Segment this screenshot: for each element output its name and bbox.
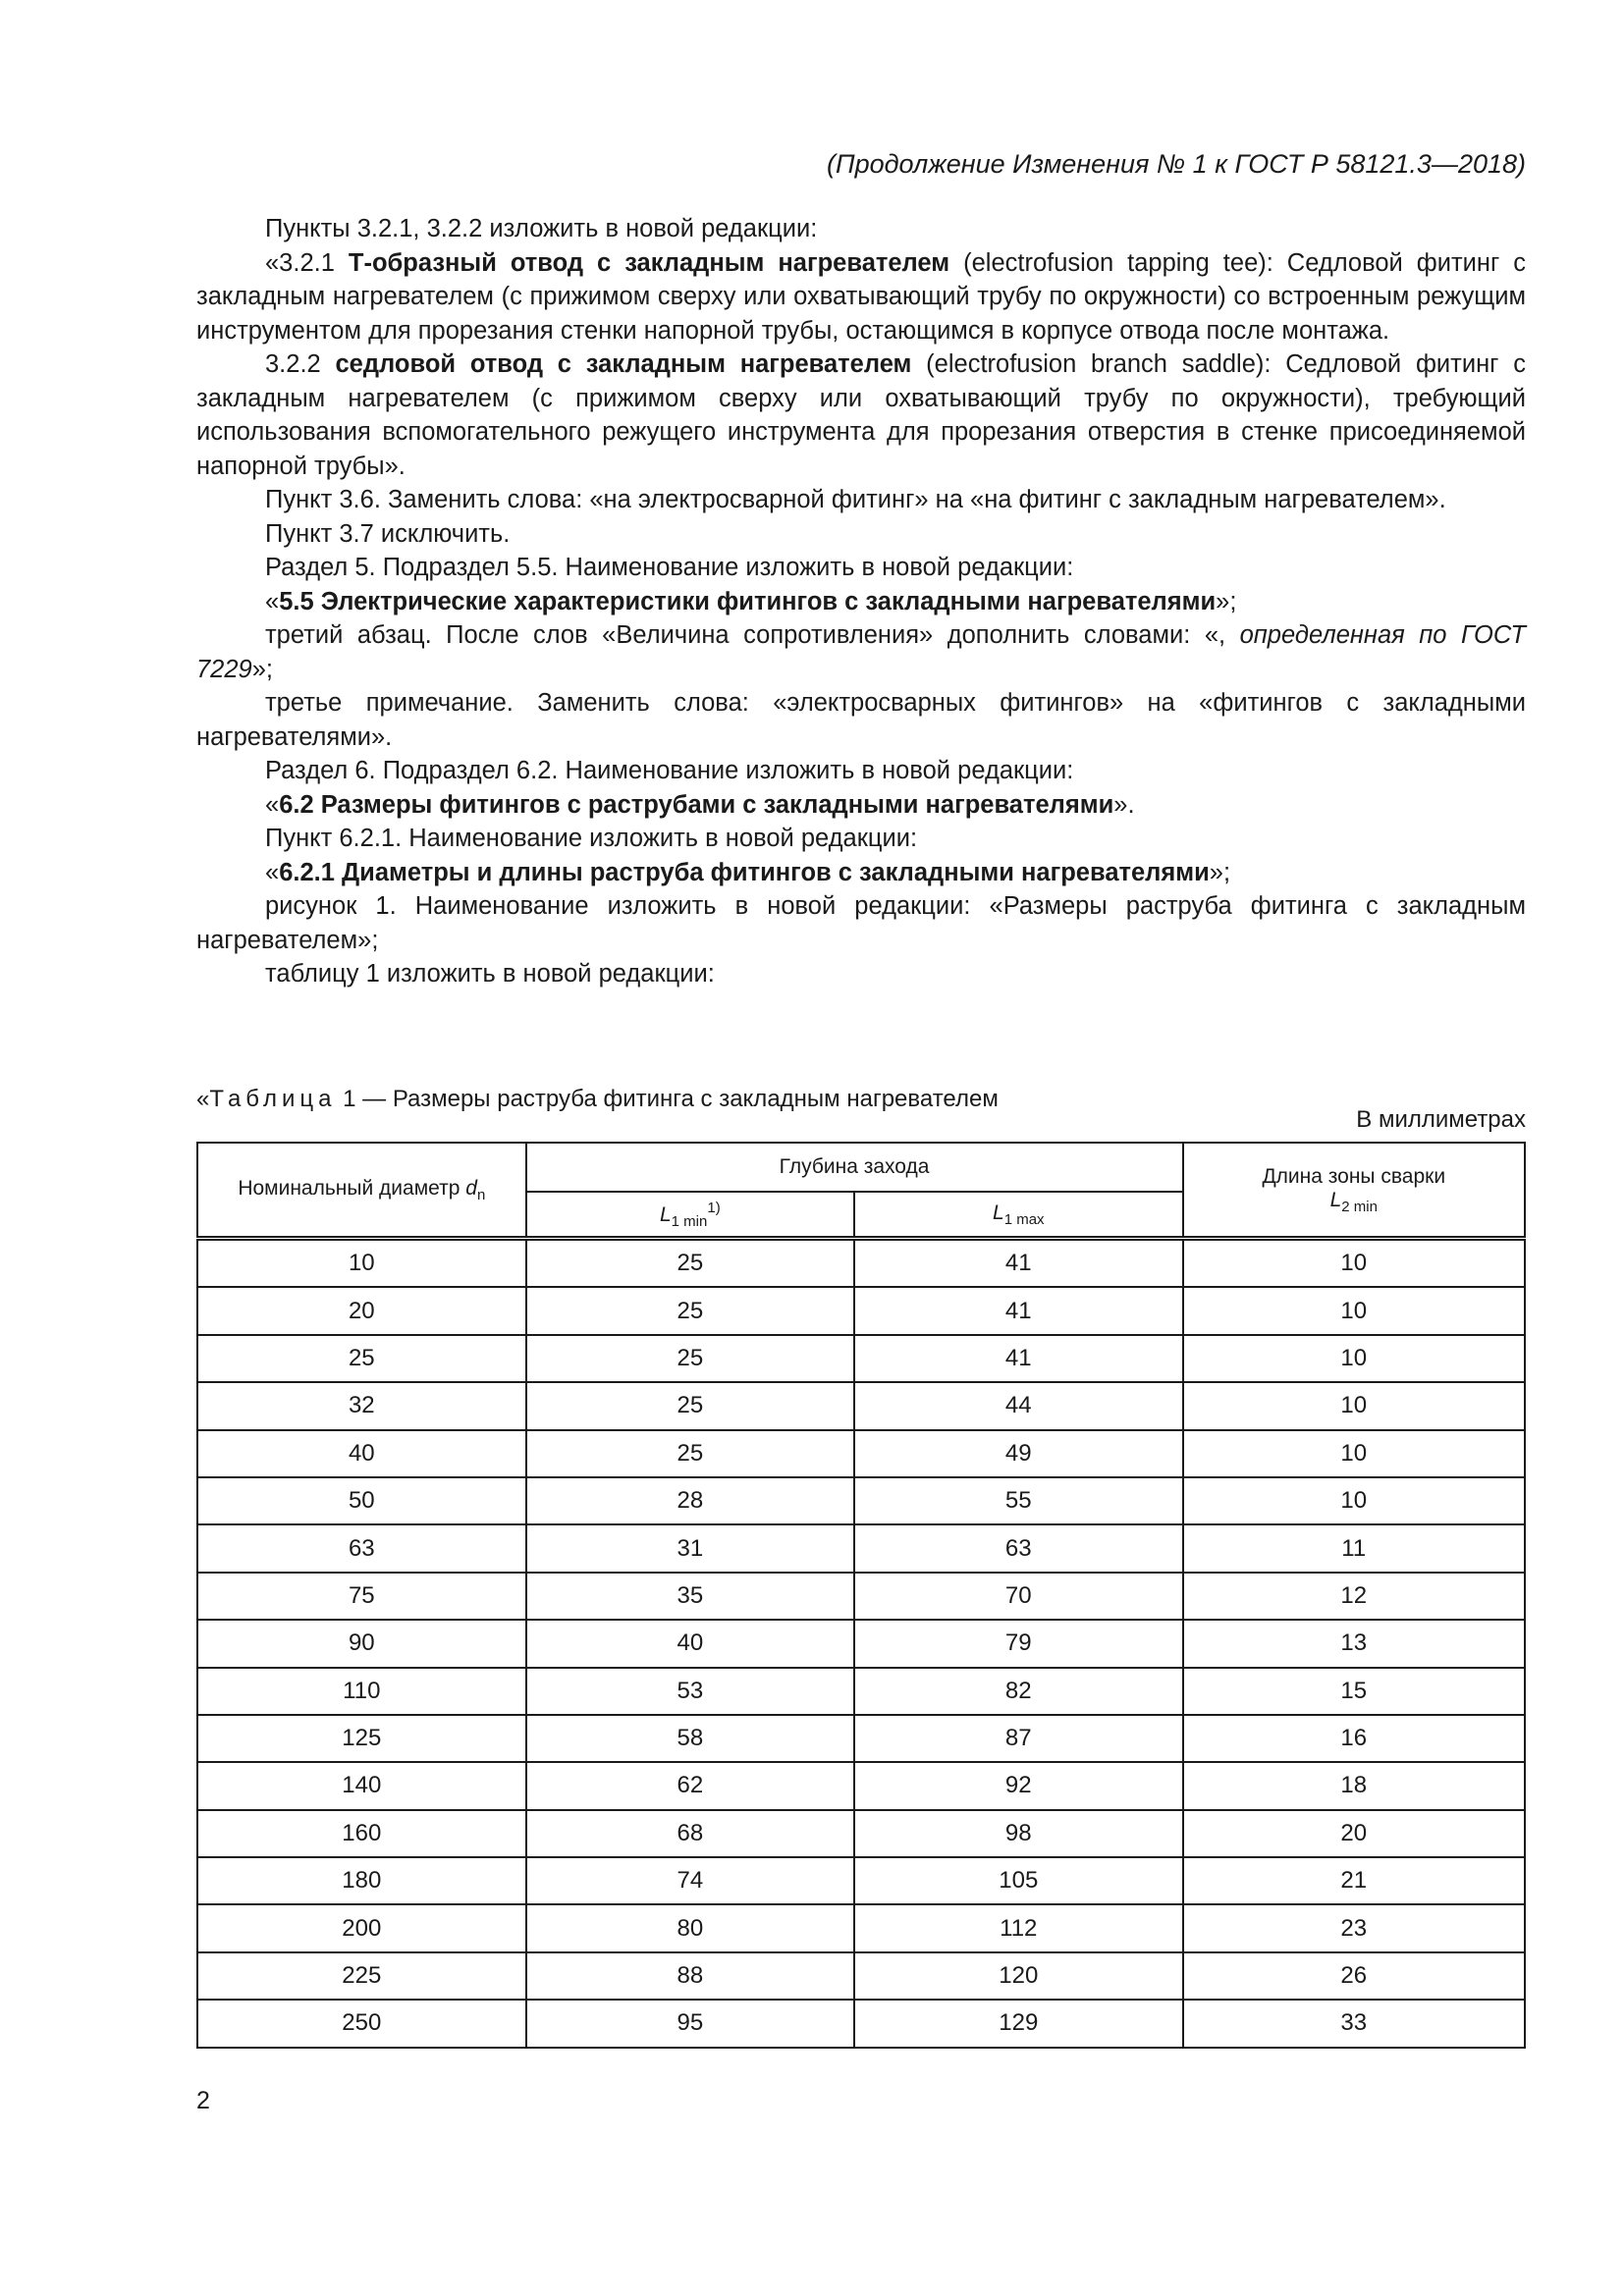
paragraph xyxy=(196,483,1526,517)
table-cell: 225 xyxy=(197,1952,526,2000)
table-cell: 10 xyxy=(1183,1335,1526,1382)
table-row xyxy=(197,1668,1525,1715)
paragraph-text: таблицу 1 изложить в новой редакции: xyxy=(265,960,715,988)
paragraph-text: «3.2.1 xyxy=(265,248,349,277)
table-cell: 50 xyxy=(197,1477,526,1524)
table-cell: 31 xyxy=(526,1524,854,1572)
table-row xyxy=(197,1715,1525,1762)
table-cell: 63 xyxy=(197,1524,526,1572)
paragraph-text: « xyxy=(265,858,280,886)
table-row xyxy=(197,1573,1525,1620)
table-row xyxy=(197,1524,1525,1572)
paragraph xyxy=(196,347,1526,483)
table-cell: 25 xyxy=(526,1430,854,1477)
table-units: В миллиметрах xyxy=(1356,1106,1526,1133)
socket-dimensions-table xyxy=(196,1142,1526,2049)
table-cell: 26 xyxy=(1183,1952,1526,2000)
table-cell: 58 xyxy=(526,1715,854,1762)
paragraph-text: Раздел 5. Подраздел 5.5. Наименование изложить в новой редакции: xyxy=(265,554,1074,581)
table-cell: 62 xyxy=(526,1762,854,1809)
paragraph-text: третье примечание. Заменить слова: «электросварных фитингов» на «фитингов с закладными нагревателями». xyxy=(196,689,1526,751)
paragraph-text: (electrofusion branch saddle): Седловой фитинг с закладным нагревателем (с прижимом сверху или охватывающий трубу по окружности), требующий использования вспомогательного режущего инструмента для прорезания отверстия в стенке присоединяемой напорной трубы». xyxy=(196,350,1526,480)
table-cell: 16 xyxy=(1183,1715,1526,1762)
paragraph xyxy=(196,957,1526,991)
table-cell: 110 xyxy=(197,1668,526,1715)
paragraph xyxy=(196,686,1526,754)
table-row xyxy=(197,1762,1525,1809)
table-cell: 125 xyxy=(197,1715,526,1762)
table-cell: 49 xyxy=(854,1430,1182,1477)
table-cell: 13 xyxy=(1183,1620,1526,1667)
table-cell: 35 xyxy=(526,1573,854,1620)
table-cell: 25 xyxy=(197,1335,526,1382)
paragraph xyxy=(196,788,1526,823)
paragraph-text: 3.2.2 xyxy=(265,350,336,378)
paragraph-text: »; xyxy=(1209,858,1231,886)
table-cell: 74 xyxy=(526,1857,854,1904)
table-cell: 53 xyxy=(526,1668,854,1715)
table-row xyxy=(197,1857,1525,1904)
bold-term: седловой отвод с закладным нагревателем xyxy=(335,350,912,378)
table-cell: 10 xyxy=(1183,1430,1526,1477)
table-cell: 33 xyxy=(1183,2000,1526,2047)
table-cell: 55 xyxy=(854,1477,1182,1524)
table-row xyxy=(197,1287,1525,1334)
paragraph-text: Пункты 3.2.1, 3.2.2 изложить в новой редакции: xyxy=(265,215,818,242)
table-row xyxy=(197,1239,1525,1288)
table-row xyxy=(197,1430,1525,1477)
table-cell: 20 xyxy=(1183,1810,1526,1857)
table-cell: 120 xyxy=(854,1952,1182,2000)
page-number: 2 xyxy=(196,2087,210,2114)
table-cell: 18 xyxy=(1183,1762,1526,1809)
table-cell: 92 xyxy=(854,1762,1182,1809)
table-cell: 11 xyxy=(1183,1524,1526,1572)
table-cell: 10 xyxy=(1183,1382,1526,1429)
amendment-text xyxy=(196,212,1526,991)
table-cell: 44 xyxy=(854,1382,1182,1429)
table-cell: 88 xyxy=(526,1952,854,2000)
table-row xyxy=(197,2000,1525,2047)
table-cell: 41 xyxy=(854,1239,1182,1288)
table-cell: 79 xyxy=(854,1620,1182,1667)
table-cell: 82 xyxy=(854,1668,1182,1715)
table-cell: 10 xyxy=(1183,1239,1526,1288)
table-cell: 10 xyxy=(197,1239,526,1288)
table-cell: 40 xyxy=(197,1430,526,1477)
paragraph xyxy=(196,246,1526,348)
table-cell: 95 xyxy=(526,2000,854,2047)
table-head xyxy=(197,1143,1525,1239)
paragraph-text: Пункт 3.6. Заменить слова: «на электросварной фитинг» на «на фитинг с закладным нагревателем». xyxy=(265,486,1446,513)
table-cell: 160 xyxy=(197,1810,526,1857)
table-row xyxy=(197,1477,1525,1524)
paragraph-text: (electrofusion tapping tee): Седловой фитинг с закладным нагревателем (с прижимом сверху или охватывающий трубу по окружности) со встроенным режущим инструментом для прорезания стенки напорной трубы, остающимся в корпусе отвода после монтажа. xyxy=(196,248,1527,345)
paragraph xyxy=(196,889,1526,957)
paragraph xyxy=(196,822,1526,856)
table-cell: 32 xyxy=(197,1382,526,1429)
header-fusion-zone-length: Длина зоны сварки $L_{2 min}$ xyxy=(1183,1143,1526,1239)
header-nominal-diameter: Номинальный диаметр $d_n$ xyxy=(197,1143,526,1239)
table-cell: 12 xyxy=(1183,1573,1526,1620)
table-cell: 98 xyxy=(854,1810,1182,1857)
paragraph-text: Пункт 3.7 исключить. xyxy=(265,519,511,548)
paragraph xyxy=(196,551,1526,585)
table-cell: 25 xyxy=(526,1287,854,1334)
table-cell: 200 xyxy=(197,1904,526,1951)
table-row xyxy=(197,1952,1525,2000)
table-cell: 87 xyxy=(854,1715,1182,1762)
paragraph-text: рисунок 1. Наименование изложить в новой редакции: «Размеры раструба фитинга с закладным нагревателем»; xyxy=(196,892,1526,954)
table-cell: 25 xyxy=(526,1382,854,1429)
bold-term: 6.2 Размеры фитингов с раструбами с закладными нагревателями xyxy=(279,790,1114,819)
table-cell: 250 xyxy=(197,2000,526,2047)
bold-term: 6.2.1 Диаметры и длины раструба фитингов с закладными нагревателями xyxy=(279,858,1210,886)
bold-term: 5.5 Электрические характеристики фитингов с закладными нагревателями xyxy=(279,587,1217,615)
table-cell: 140 xyxy=(197,1762,526,1809)
table-cell: 90 xyxy=(197,1620,526,1667)
table-cell: 25 xyxy=(526,1335,854,1382)
caption-open-quote: « xyxy=(196,1086,210,1112)
table-cell: 180 xyxy=(197,1857,526,1904)
running-head: (Продолжение Изменения № 1 к ГОСТ Р 58121.3—2018) xyxy=(827,149,1526,179)
paragraph xyxy=(196,618,1526,686)
header-insertion-depth: Глубина захода xyxy=(526,1143,1183,1192)
table-caption xyxy=(196,1085,999,1114)
table-cell: 105 xyxy=(854,1857,1182,1904)
table-cell: 75 xyxy=(197,1573,526,1620)
table-cell: 112 xyxy=(854,1904,1182,1951)
table-row xyxy=(197,1810,1525,1857)
caption-title: 1 — Размеры раструба фитинга с закладным нагревателем xyxy=(336,1086,999,1112)
table-cell: 15 xyxy=(1183,1668,1526,1715)
table-cell: 70 xyxy=(854,1573,1182,1620)
paragraph-text: »; xyxy=(1216,587,1237,615)
table-cell: 10 xyxy=(1183,1287,1526,1334)
paragraph xyxy=(196,754,1526,788)
table-cell: 28 xyxy=(526,1477,854,1524)
paragraph-text: « xyxy=(265,790,280,819)
table-cell: 23 xyxy=(1183,1904,1526,1951)
paragraph xyxy=(196,517,1526,552)
paragraph-text: Раздел 6. Подраздел 6.2. Наименование изложить в новой редакции: xyxy=(265,757,1074,784)
paragraph-text: « xyxy=(265,587,280,615)
table-cell: 129 xyxy=(854,2000,1182,2047)
table-cell: 25 xyxy=(526,1239,854,1288)
table-row xyxy=(197,1335,1525,1382)
paragraph-text: третий абзац. После слов «Величина сопротивления» дополнить словами: «, xyxy=(265,621,1240,649)
table-body xyxy=(197,1239,1525,2048)
paragraph xyxy=(196,856,1526,890)
table-cell: 20 xyxy=(197,1287,526,1334)
table-cell: 68 xyxy=(526,1810,854,1857)
paragraph-text: ». xyxy=(1113,790,1135,819)
table-cell: 63 xyxy=(854,1524,1182,1572)
italic-insert: определенная по ГОСТ 7229 xyxy=(196,621,1526,683)
paragraph-text: »; xyxy=(251,655,274,683)
table-cell: 21 xyxy=(1183,1857,1526,1904)
paragraph xyxy=(196,212,1526,246)
paragraph-text: Пункт 6.2.1. Наименование изложить в новой редакции: xyxy=(265,825,918,852)
table-row xyxy=(197,1382,1525,1429)
table-row xyxy=(197,1904,1525,1951)
table-cell: 41 xyxy=(854,1335,1182,1382)
bold-term: Т-образный отвод с закладным нагревателем xyxy=(348,248,950,277)
table-cell: 10 xyxy=(1183,1477,1526,1524)
table-row xyxy=(197,1620,1525,1667)
caption-label: Таблица xyxy=(209,1086,337,1112)
table-cell: 41 xyxy=(854,1287,1182,1334)
header-l1-min: $L_{1 min}^{1)}$ xyxy=(526,1192,854,1239)
header-l1-max: $L_{1 max}$ xyxy=(854,1192,1182,1239)
table-cell: 40 xyxy=(526,1620,854,1667)
paragraph xyxy=(196,585,1526,619)
table-cell: 80 xyxy=(526,1904,854,1951)
